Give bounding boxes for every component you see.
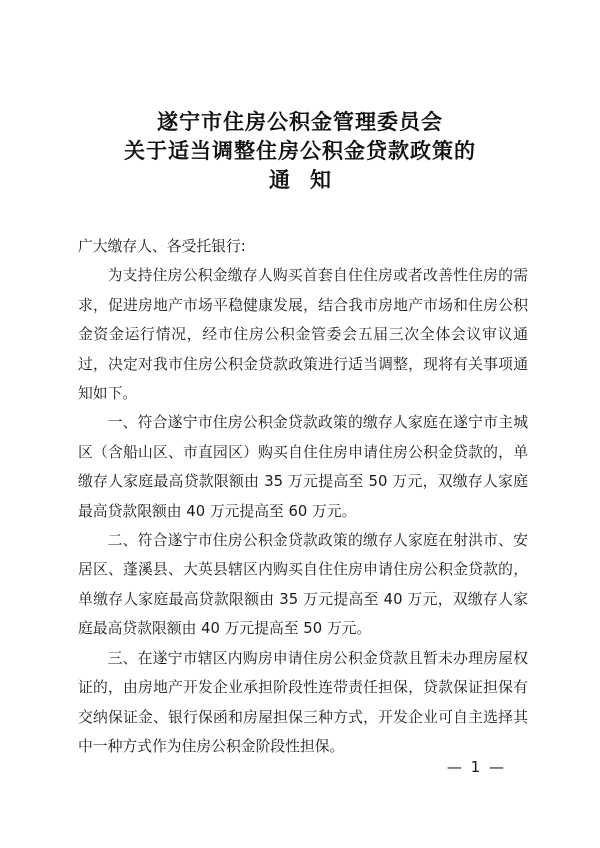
title-line-1: 遂宁市住房公积金管理委员会 — [157, 109, 443, 134]
title-line-2: 关于适当调整住房公积金贷款政策的 — [124, 138, 476, 163]
paragraph-intro: 为支持住房公积金缴存人购买首套自住住房或者改善性住房的需求，促进房地产市场平稳健康发展，结合我市房地产市场和住房公积金资金运行情况，经市住房公积金管委会五届三次全体会议审议通过，决定对我市住房公积金贷款政策进行适当调整，现将有关事项通知如下。 — [78, 267, 528, 403]
paragraph-item-2: 二、符合遂宁市住房公积金贷款政策的缴存人家庭在射洪市、安居区、蓬溪县、大英县辖区内购买自住住房申请住房公积金贷款的，单缴存人家庭最高贷款限额由 35 万元提高至 40 万元，双缴存人家庭最高贷款限额由 40 万元提高至 50 万元。 — [78, 532, 528, 638]
document-title — [0, 107, 600, 194]
title-line-3: 通知 — [269, 167, 351, 192]
page-number: — 1 — — [446, 758, 506, 776]
document-body — [78, 232, 528, 761]
paragraph-item-3: 三、在遂宁市辖区内购房申请住房公积金贷款且暂未办理房屋权证的，由房地产开发企业承担阶段性连带责任担保，贷款保证担保有交纳保证金、银行保函和房屋担保三种方式，开发企业可自主选择其中一种方式作为住房公积金阶段性担保。 — [78, 649, 528, 755]
paragraph-item-1: 一、符合遂宁市住房公积金贷款政策的缴存人家庭在遂宁市主城区（含船山区、市直园区）购买自住住房申请住房公积金贷款的，单缴存人家庭最高贷款限额由 35 万元提高至 50 万元，双缴存人家庭最高贷款限额由 40 万元提高至 60 万元。 — [78, 414, 528, 520]
salutation: 广大缴存人、各受托银行: — [78, 238, 246, 255]
